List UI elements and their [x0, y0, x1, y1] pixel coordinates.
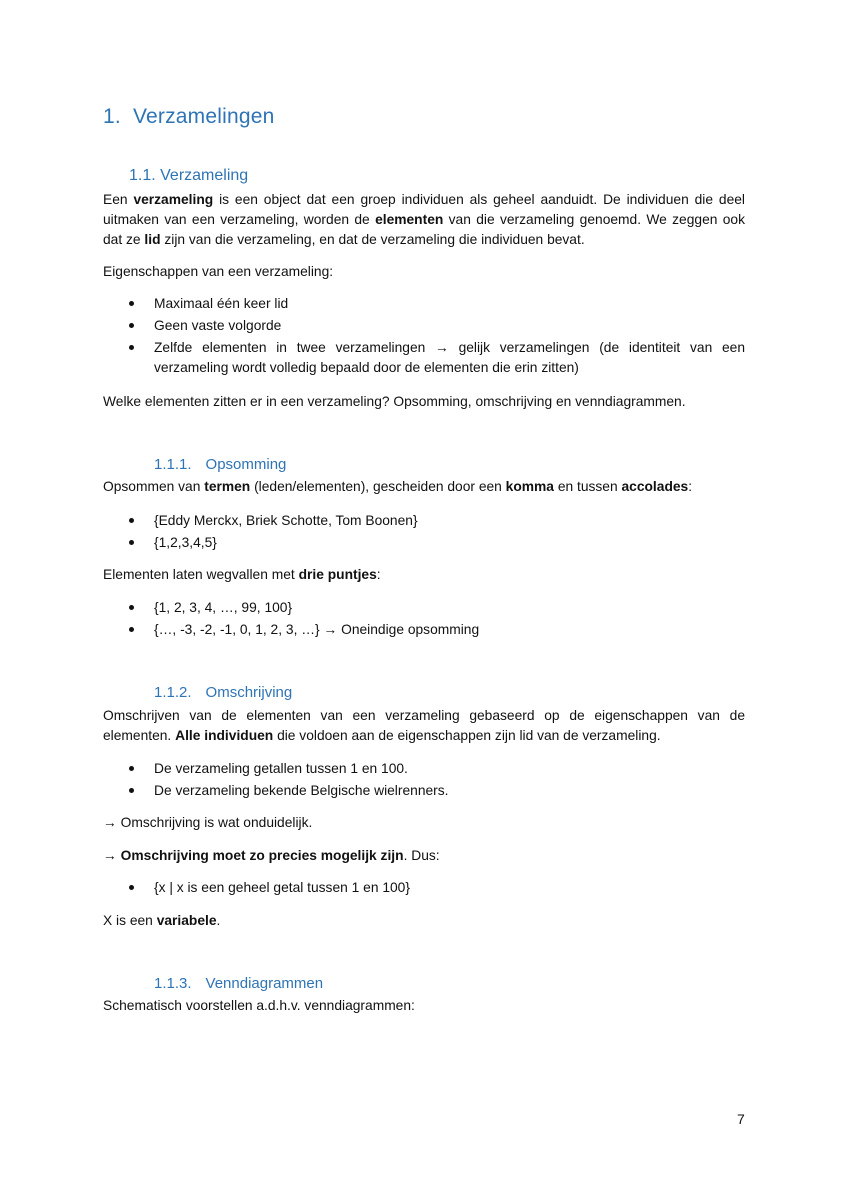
section-heading-1-1-3: 1.1.3. Venndiagrammen — [154, 975, 324, 992]
paragraph-line: Omschrijven van de elementen van een verzameling gebaseerd op de eigenschappen van de — [103, 708, 745, 723]
properties-intro: Eigenschappen van een verzameling: — [103, 264, 334, 279]
list-item: {1, 2, 3, 4, …, 99, 100} — [154, 600, 293, 615]
chapter-heading — [103, 105, 275, 129]
paragraph-line: uitmaken van een verzameling, worden de elementen van die verzameling genoemd. We zeggen ook — [103, 212, 745, 227]
page-number: 7 — [737, 1111, 745, 1127]
list-item: {x | x is een geheel getal tussen 1 en 100} — [154, 880, 410, 895]
chapter-title: Verzamelingen — [132, 105, 275, 128]
chapter-number: 1. — [103, 105, 121, 128]
opsomming-intro: Opsommen van termen (leden/elementen), gescheiden door een komma en tussen accolades: — [103, 479, 693, 494]
list-item-continuation: verzameling wordt volledig bepaald door de elementen die erin zitten) — [154, 360, 579, 375]
list-item: {…, -3, -2, -1, 0, 1, 2, 3, …} → Oneindige opsomming — [154, 622, 480, 637]
note-unclear: → Omschrijving is wat onduidelijk. — [103, 815, 313, 830]
list-item: De verzameling bekende Belgische wielrenners. — [154, 783, 449, 798]
bullet-icon — [129, 323, 134, 328]
list-item: Maximaal één keer lid — [154, 296, 289, 311]
section-heading-1-1: 1.1. Verzameling — [129, 167, 249, 184]
bullet-icon — [129, 345, 134, 350]
bullet-icon — [129, 301, 134, 306]
venn-intro: Schematisch voorstellen a.d.h.v. venndiagrammen: — [103, 998, 415, 1013]
list-item: Zelfde elementen in twee verzamelingen → gelijk verzamelingen (de identiteit van een — [154, 340, 745, 355]
list-item: {1,2,3,4,5} — [154, 535, 217, 550]
variable-note: X is een variabele. — [103, 913, 221, 928]
bullet-icon — [129, 627, 134, 632]
paragraph-line: dat ze lid zijn van die verzameling, en dat de verzameling die individuen bevat. — [103, 232, 585, 247]
section-heading-1-1-2: 1.1.2. Omschrijving — [154, 684, 293, 701]
section-heading-1-1-1: 1.1.1. Opsomming — [154, 456, 287, 473]
omit-intro: Elementen laten wegvallen met drie puntjes: — [103, 567, 381, 582]
paragraph-line: Een verzameling is een object dat een groep individuen als geheel aanduidt. De individuen die deel — [103, 192, 745, 207]
bullet-icon — [129, 788, 134, 793]
bullet-icon — [129, 605, 134, 610]
question-paragraph: Welke elementen zitten er in een verzameling? Opsomming, omschrijving en venndiagrammen. — [103, 394, 686, 409]
bullet-icon — [129, 518, 134, 523]
list-item: Geen vaste volgorde — [154, 318, 282, 333]
note-precise: → Omschrijving moet zo precies mogelijk zijn. Dus: — [103, 848, 440, 863]
paragraph-line: elementen. Alle individuen die voldoen aan de eigenschappen zijn lid van de verzameling. — [103, 728, 661, 743]
bullet-icon — [129, 885, 134, 890]
bullet-icon — [129, 766, 134, 771]
list-item: De verzameling getallen tussen 1 en 100. — [154, 761, 408, 776]
list-item: {Eddy Merckx, Briek Schotte, Tom Boonen} — [154, 513, 418, 528]
bullet-icon — [129, 540, 134, 545]
